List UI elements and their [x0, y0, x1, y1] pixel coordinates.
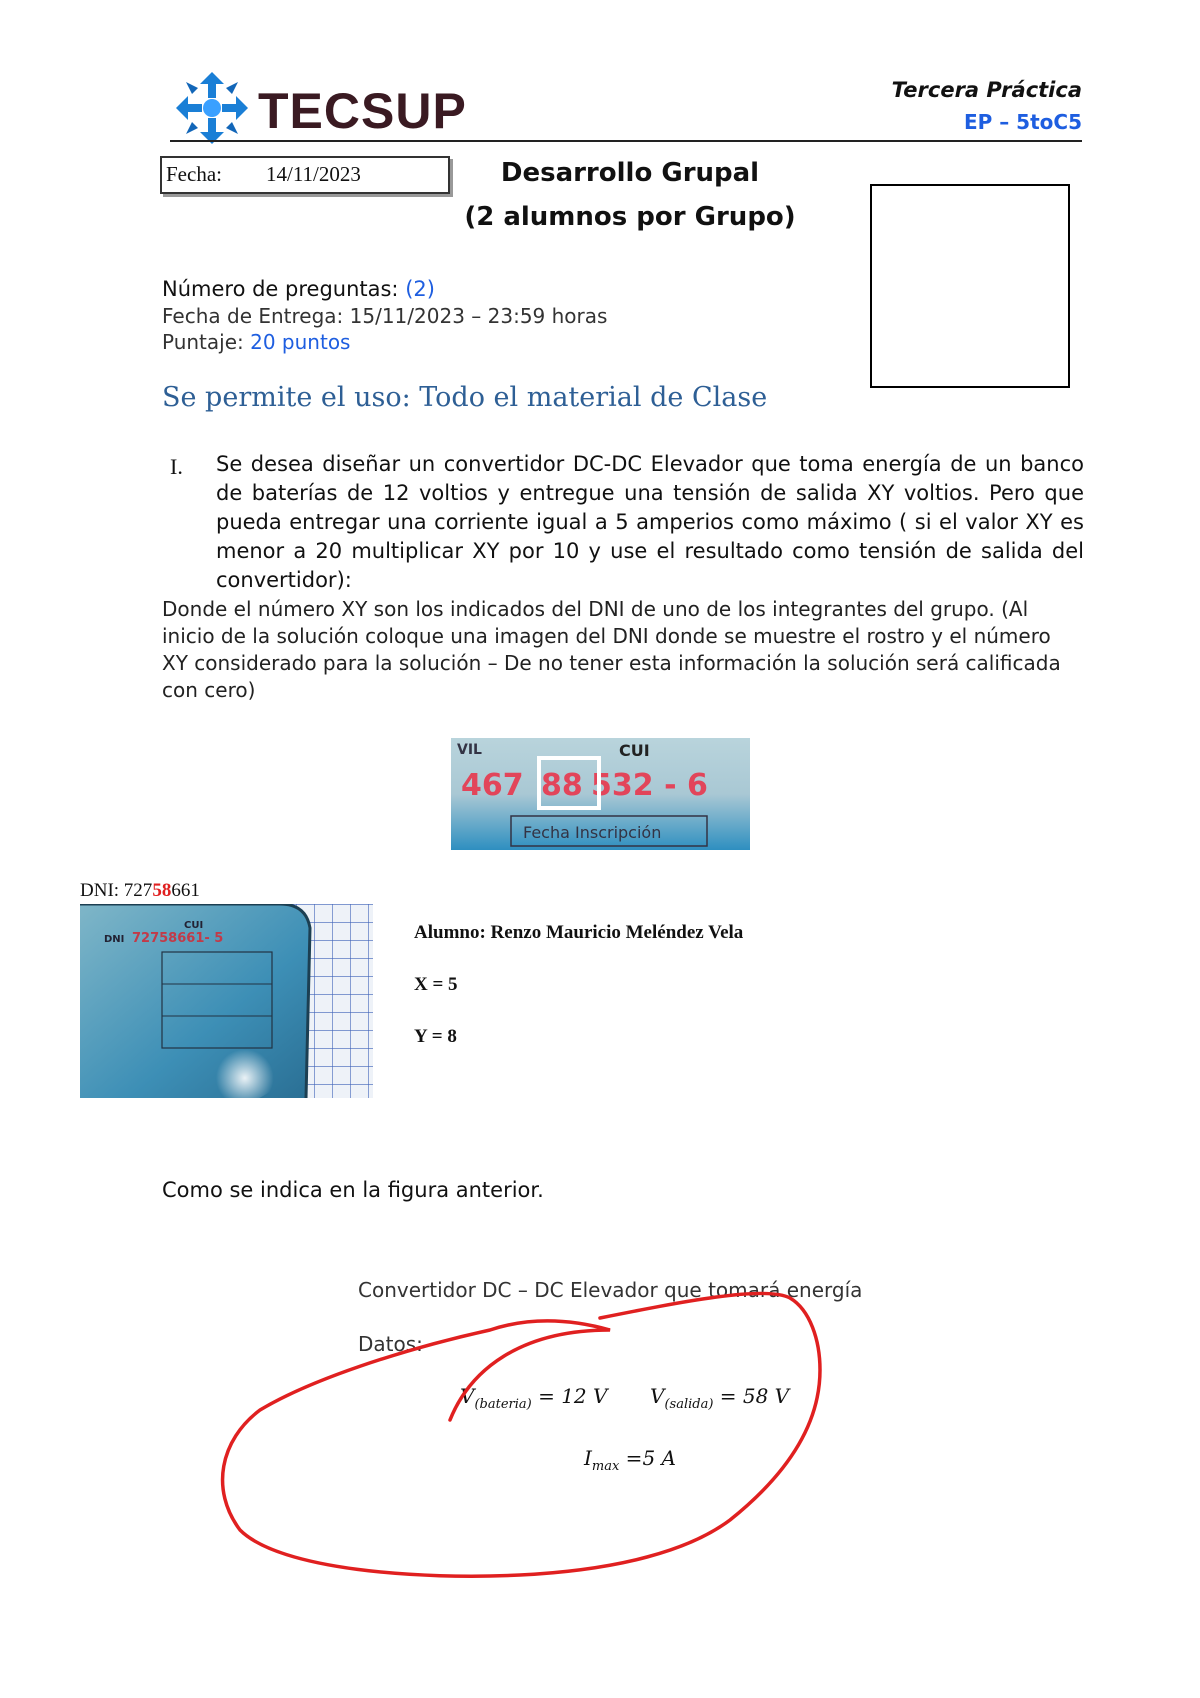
cui-number-suffix: 532 - 6: [591, 768, 708, 803]
score-label: Puntaje:: [162, 330, 244, 354]
questions-label: Número de preguntas:: [162, 277, 399, 301]
questions-value: (2): [405, 277, 435, 301]
dni-photo-dni: DNI: [104, 934, 125, 945]
student-y: Y = 8: [414, 1026, 457, 1047]
score: [162, 330, 350, 354]
score-value: 20 puntos: [250, 330, 351, 354]
v-out-value: = 58 V: [713, 1384, 790, 1408]
cui-fragment-text: VIL: [457, 742, 482, 758]
cui-example-image: [451, 738, 750, 850]
photo-placeholder: [870, 184, 1070, 388]
student-x: X = 5: [414, 974, 458, 995]
v-bat-sub: (bateria): [474, 1397, 532, 1412]
dni-photo-number: 72758661- 5: [132, 931, 224, 946]
student-name: Alumno: Renzo Mauricio Meléndez Vela: [414, 922, 744, 943]
allowed-material-heading: Se permite el uso: Todo el material de Clase: [162, 382, 768, 413]
solution-intro: Como se indica en la figura anterior.: [162, 1178, 544, 1202]
practice-title: Tercera Práctica: [891, 78, 1082, 102]
annotation-stroke: [223, 1293, 820, 1576]
photo-glare: [192, 1006, 288, 1098]
v-bat-value: = 12 V: [531, 1384, 608, 1408]
v-out-symbol: V: [650, 1384, 665, 1408]
i-value: =5 A: [619, 1446, 676, 1470]
red-annotation-circle: [220, 1290, 840, 1590]
logo-mark-icon: [172, 68, 252, 148]
dni-suffix: 661: [171, 880, 200, 901]
i-symbol: I: [584, 1446, 592, 1470]
cui-number-prefix: 467: [461, 768, 524, 803]
v-out-sub: (salida): [664, 1397, 714, 1412]
question-number: I.: [170, 454, 183, 479]
dni-photo-cui: CUI: [184, 920, 204, 931]
datos-label: Datos:: [358, 1332, 423, 1356]
battery-voltage-equation: [460, 1384, 607, 1412]
v-bat-symbol: V: [460, 1384, 475, 1408]
output-voltage-equation: [650, 1384, 789, 1412]
dni-prefix: DNI: 727: [80, 880, 153, 901]
question-note: Donde el número XY son los indicados del DNI de uno de los integrantes del grupo. (Al inicio de la solución coloque una imagen del DNI donde se muestre el rostro y el número XY considerado para la solución – De no tener esta información la solución será calificada con cero): [162, 597, 1061, 702]
converter-text: Convertidor DC – DC Elevador que tomará energía: [358, 1278, 863, 1302]
question-text: Se desea diseñar un convertidor DC-DC Elevador que toma energía de un banco de baterías de 12 voltios y entregue una tensión de salida XY voltios. Pero que pueda entregar una corriente igual a 5 amperios como máximo ( si el valor XY es menor a 20 multiplicar XY por 10 y use el resultado como tensión de salida del convertidor):: [216, 452, 1084, 592]
date-box: [160, 156, 450, 194]
header-divider: [170, 140, 1082, 142]
max-current-equation: [584, 1446, 676, 1474]
questions-count: [162, 277, 435, 301]
cui-number-highlight: 88: [541, 768, 583, 803]
i-sub: max: [591, 1459, 620, 1474]
delivery-date: Fecha de Entrega: 15/11/2023 – 23:59 horas: [162, 304, 608, 328]
dni-photo: [80, 904, 373, 1098]
dni-highlight: 58: [152, 880, 172, 901]
logo-text: TECSUP: [258, 83, 467, 139]
dni-label: [80, 880, 200, 902]
course-code: EP – 5toC5: [963, 110, 1082, 134]
tecsup-logo: [172, 68, 472, 148]
page-subtitle: (2 alumnos por Grupo): [464, 202, 796, 232]
cui-label: CUI: [619, 741, 650, 760]
cui-footer-text: Fecha Inscripción: [523, 823, 662, 842]
date-label: Fecha:: [166, 162, 222, 186]
page-title: Desarrollo Grupal: [500, 158, 760, 188]
date-value: 14/11/2023: [266, 162, 361, 186]
